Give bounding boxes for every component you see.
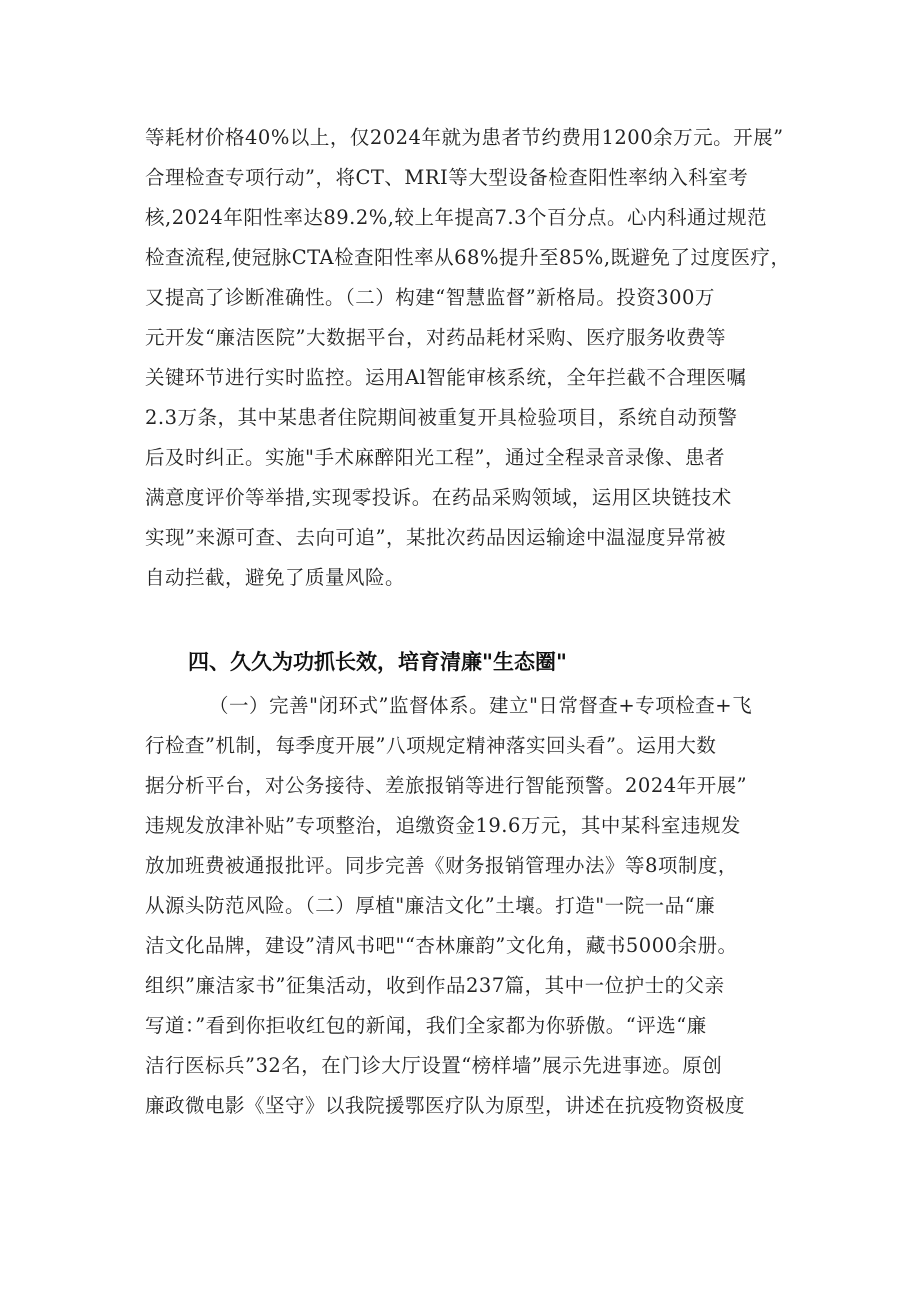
paragraph-line: 元开发“廉洁医院”大数据平台，对药品耗材采购、医疗服务收费等 xyxy=(145,326,726,349)
paragraph-line: 违规发放津补贴”专项整治，追缴资金19.6万元，其中某科室违规发 xyxy=(145,814,741,837)
paragraph-line: 满意度评价等举措,实现零投诉。在药品采购领域，运用区块链技术 xyxy=(145,486,732,509)
paragraph-line: 关键环节进行实时监控。运用Al智能审核系统，全年拦截不合理医嘱 xyxy=(145,366,747,389)
section-heading: 四、久久为功抓长效，培育清廉"生态圈" xyxy=(188,650,567,674)
paragraph-1 xyxy=(145,118,791,598)
paragraph-line: 后及时纠正。实施"手术麻醉阳光工程”，通过全程录音录像、患者 xyxy=(145,446,725,469)
paragraph-line: 合理检查专项行动”，将CT、MRI等大型设备检查阳性率纳入科室考 xyxy=(145,166,749,189)
paragraph-line: 2.3万条，其中某患者住院期间被重复开具检验项目，系统自动预警 xyxy=(145,406,738,429)
paragraph-line: 实现”来源可查、去向可追”，某批次药品因运输途中温湿度异常被 xyxy=(145,526,726,549)
paragraph-line: 从源头防范风险。（二）厚植"廉洁文化”土壤。打造"一院一品“廉 xyxy=(145,894,716,917)
paragraph-line: 组织”廉洁家书”征集活动，收到作品237篇，其中一位护士的父亲 xyxy=(145,974,725,997)
paragraph-line: 放加班费被通报批评。同步完善《财务报销管理办法》等8项制度， xyxy=(145,854,738,877)
paragraph-line: 检查流程,使冠脉CTA检查阳性率从68%提升至85%,既避免了过度医疗， xyxy=(145,246,791,269)
paragraph-line: 等耗材价格40%以上，仅2024年就为患者节约费用1200余万元。开展” xyxy=(145,126,784,149)
paragraph-line: 自动拦截，避免了质量风险。 xyxy=(145,566,406,589)
paragraph-line: 写道：”看到你拒收红包的新闻，我们全家都为你骄傲。“评选“廉 xyxy=(145,1014,707,1037)
paragraph-2 xyxy=(145,686,785,1126)
paragraph-line: 又提高了诊断准确性。（二）构建“智慧监督”新格局。投资300万 xyxy=(145,286,715,309)
paragraph-line: 廉政微电影《坚守》以我院援鄂医疗队为原型，讲述在抗疫物资极度 xyxy=(145,1094,746,1117)
paragraph-line: 据分析平台，对公务接待、差旅报销等进行智能预警。2024年开展” xyxy=(145,774,748,797)
paragraph-line: （一）完善"闭环式”监督体系。建立"日常督查+专项检查+飞 xyxy=(209,694,753,717)
paragraph-line: 洁文化品牌，建设”清风书吧"“杏林廉韵”文化角，藏书5000余册。 xyxy=(145,934,738,957)
paragraph-line: 洁行医标兵”32名，在门诊大厅设置“榜样墙”展示先进事迹。原创 xyxy=(145,1054,723,1077)
paragraph-line: 行检查”机制，每季度开展”八项规定精神落实回头看”。运用大数 xyxy=(145,734,717,757)
paragraph-line: 核,2024年阳性率达89.2%,较上年提高7.3个百分点。心内科通过规范 xyxy=(145,206,767,229)
